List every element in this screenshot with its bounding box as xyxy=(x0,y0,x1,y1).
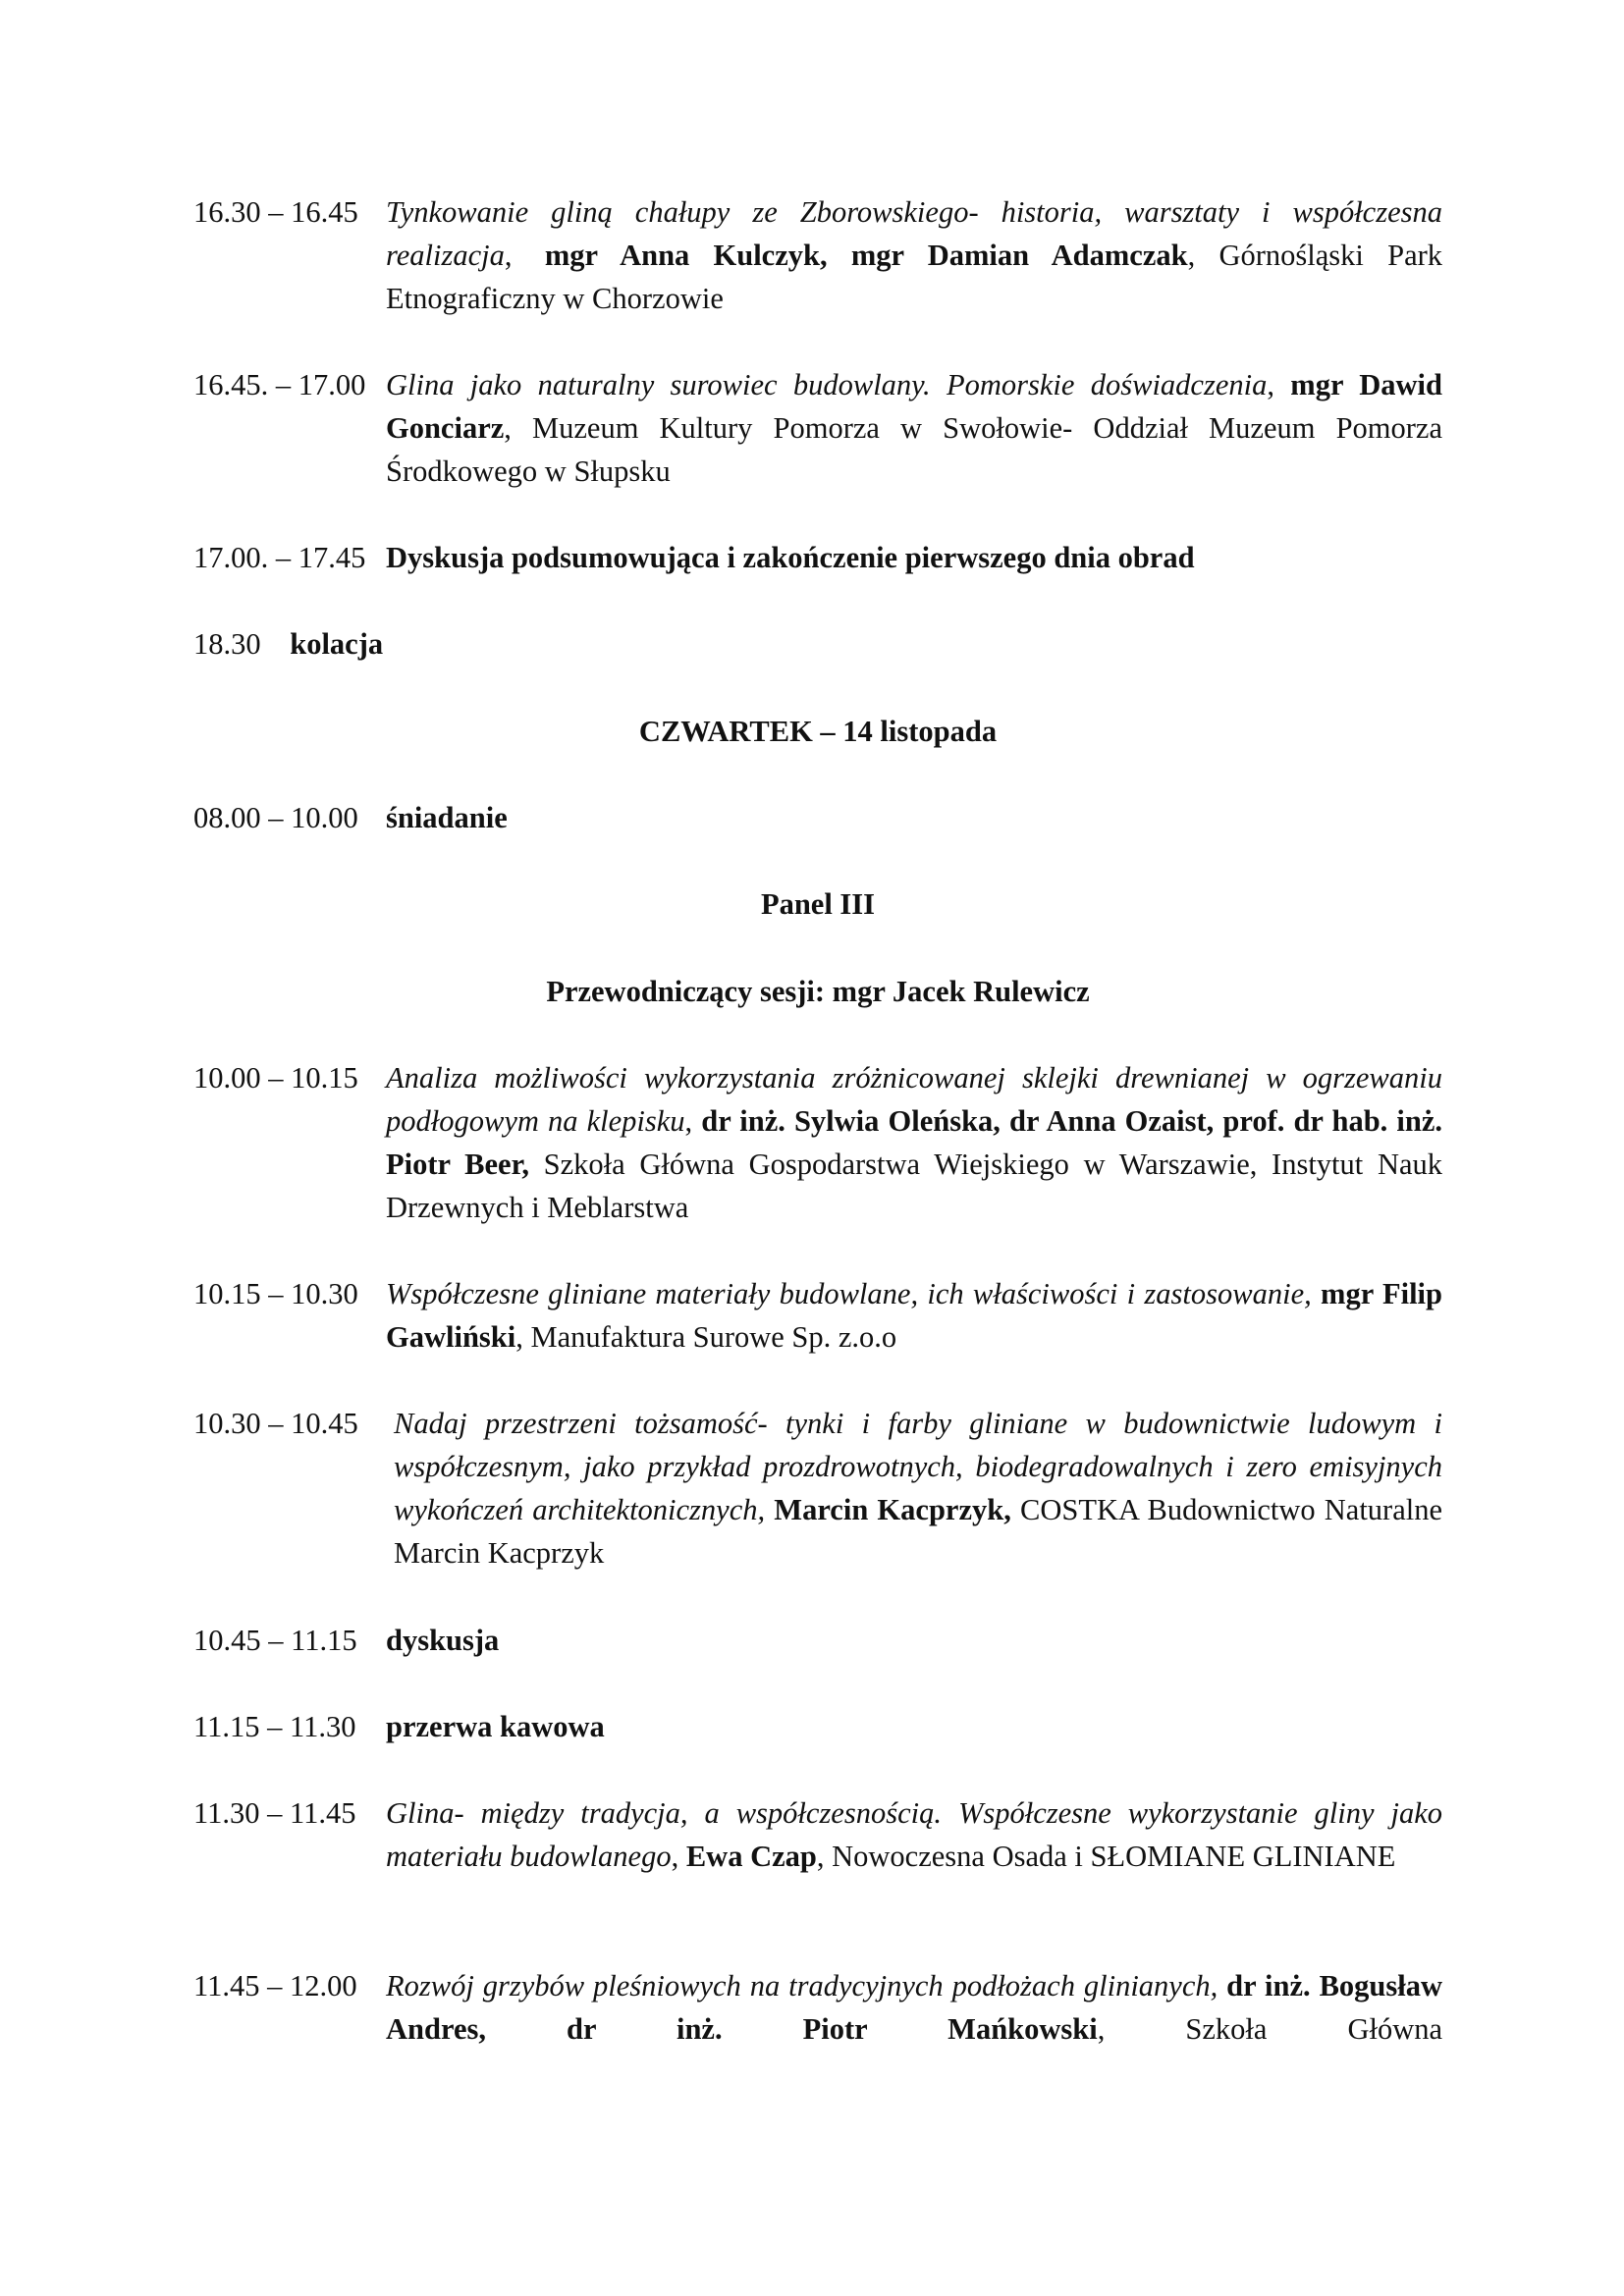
entry-time: 08.00 – 10.00 xyxy=(193,801,358,834)
program-entry xyxy=(193,1619,1442,1662)
entry-text: przerwa kawowa xyxy=(386,1710,605,1743)
entry-content xyxy=(386,536,1442,579)
entry-speakers: mgr Dawid Gonciarz xyxy=(386,368,1442,445)
entry-title: Nadaj przestrzeni tożsamość- tynki i farby gliniane w budownictwie ludowym i współczesnym, jako przykład prozdrowotnych, biodegradowalnych i zero emisyjnych wykończeń architektonicznych, xyxy=(394,1407,1442,1526)
entry-title: Analiza możliwości wykorzystania zróżnicowanej sklejki drewnianej w ogrzewaniu podłogowym na klepisku xyxy=(386,1061,1442,1138)
entry-content: Współczesne gliniane materiały budowlane, ich właściwości i zastosowanie, mgr Filip Gawliński, Manufaktura Surowe Sp. z.o.o xyxy=(386,1277,1442,1354)
entry-time: 11.45 – 12.00 xyxy=(193,1969,357,2002)
chair-heading: Przewodniczący sesji: mgr Jacek Rulewicz xyxy=(546,975,1090,1008)
entry-time: 11.15 – 11.30 xyxy=(193,1710,356,1743)
entry-content: Glina- między tradycja, a współczesnością. Współczesne wykorzystanie gliny jako materiału budowlanego, Ewa Czap, Nowoczesna Osada i SŁOMIANE GLINIANE xyxy=(386,1796,1442,1873)
entry-title: Tynkowanie gliną chałupy ze Zborowskiego- historia, warsztaty i współczesna realizacja xyxy=(386,195,1442,272)
entry-affiliation: Szkoła Główna xyxy=(1185,2012,1443,2046)
entry-time: 10.00 – 10.15 xyxy=(193,1061,358,1095)
program-entry xyxy=(193,622,383,666)
program-entry xyxy=(193,1402,1442,1575)
program-entry xyxy=(193,1272,1442,1359)
entry-content xyxy=(394,1402,1442,1575)
program-entry xyxy=(193,1964,1442,2051)
entry-time: 10.15 – 10.30 xyxy=(193,1277,358,1310)
panel-heading: Panel III xyxy=(760,887,876,921)
entry-affiliation: Muzeum Kultury Pomorza w Swołowie- Oddział Muzeum Pomorza Środkowego w Słupsku xyxy=(386,411,1442,488)
entry-text: kolacja xyxy=(290,627,384,661)
program-entry xyxy=(193,1705,1442,1748)
entry-content xyxy=(386,1619,1442,1662)
entry-text: dyskusja xyxy=(386,1624,500,1657)
entry-title: Glina- między tradycja, a współczesnością. Współczesne wykorzystanie gliny jako materiału budowlanego xyxy=(386,1796,1442,1873)
entry-text: śniadanie xyxy=(386,801,508,834)
entry-content: Rozwój grzybów pleśniowych na tradycyjnych podłożach glinianych, dr inż. Bogusław Andres, dr inż. Piotr Mańkowski, Szkoła Główna xyxy=(386,1969,1443,2046)
entry-time: 10.30 – 10.45 xyxy=(193,1407,358,1440)
program-entry xyxy=(193,536,1442,579)
entry-content xyxy=(386,1705,1442,1748)
entry-time: 11.30 – 11.45 xyxy=(193,1796,356,1830)
entry-speakers: Marcin Kacprzyk, xyxy=(774,1493,1011,1526)
entry-speakers: dr inż. Sylwia Oleńska, dr Anna Ozaist, prof. dr hab. inż. Piotr Beer, xyxy=(386,1104,1443,1181)
entry-time: 16.45. – 17.00 xyxy=(193,368,366,401)
entry-speakers: mgr Anna Kulczyk, mgr Damian Adamczak xyxy=(544,239,1188,272)
entry-affiliation: Manufaktura Surowe Sp. z.o.o xyxy=(530,1320,897,1354)
program-entry xyxy=(193,796,1442,839)
entry-affiliation: COSTKA Budownictwo Naturalne Marcin Kacprzyk xyxy=(394,1493,1442,1570)
entry-time: 18.30 xyxy=(193,627,261,661)
entry-title: Glina jako naturalny surowiec budowlany. Pomorskie doświadczenia xyxy=(386,368,1268,401)
entry-speakers: Ewa Czap xyxy=(685,1840,817,1873)
entry-content: Tynkowanie gliną chałupy ze Zborowskiego- historia, warsztaty i współczesna realizacja, mgr Anna Kulczyk, mgr Damian Adamczak, Górnośląski Park Etnograficzny w Chorzowie xyxy=(386,195,1443,315)
entry-content xyxy=(386,796,1442,839)
entry-speakers: dr inż. Bogusław Andres, dr inż. Piotr Mańkowski xyxy=(386,1969,1442,2046)
entry-time: 10.45 – 11.15 xyxy=(193,1624,357,1657)
entry-speakers: mgr Filip Gawliński xyxy=(386,1277,1442,1354)
program-entry xyxy=(193,363,1442,493)
entry-text: Dyskusja podsumowująca i zakończenie pierwszego dnia obrad xyxy=(386,541,1195,574)
entry-affiliation: Szkoła Główna Gospodarstwa Wiejskiego w Warszawie, Instytut Nauk Drzewnych i Meblarstwa xyxy=(386,1148,1443,1224)
day-heading: CZWARTEK – 14 listopada xyxy=(638,715,998,748)
entry-title: Współczesne gliniane materiały budowlane, ich właściwości i zastosowanie, xyxy=(386,1277,1312,1310)
program-entry xyxy=(193,1791,1442,1878)
entry-content: Analiza możliwości wykorzystania zróżnicowanej sklejki drewnianej w ogrzewaniu podłogowym na klepisku, dr inż. Sylwia Oleńska, dr Anna Ozaist, prof. dr hab. inż. Piotr Beer, Szkoła Główna Gospodarstwa Wiejskiego w Warszawie, Instytut Nauk Drzewnych i Meblarstwa xyxy=(386,1061,1443,1224)
program-entry xyxy=(193,190,1442,320)
program-entry xyxy=(193,1056,1442,1229)
entry-title: Rozwój grzybów pleśniowych na tradycyjnych podłożach glinianych, xyxy=(386,1969,1218,2002)
entry-time: 16.30 – 16.45 xyxy=(193,195,358,229)
entry-time: 17.00. – 17.45 xyxy=(193,541,366,574)
entry-content: Glina jako naturalny surowiec budowlany. Pomorskie doświadczenia, mgr Dawid Gonciarz, Muzeum Kultury Pomorza w Swołowie- Oddział Muzeum Pomorza Środkowego w Słupsku xyxy=(386,368,1442,488)
entry-affiliation: Górnośląski Park Etnograficzny w Chorzowie xyxy=(386,239,1443,315)
entry-affiliation: Nowoczesna Osada i SŁOMIANE GLINIANE xyxy=(832,1840,1396,1873)
